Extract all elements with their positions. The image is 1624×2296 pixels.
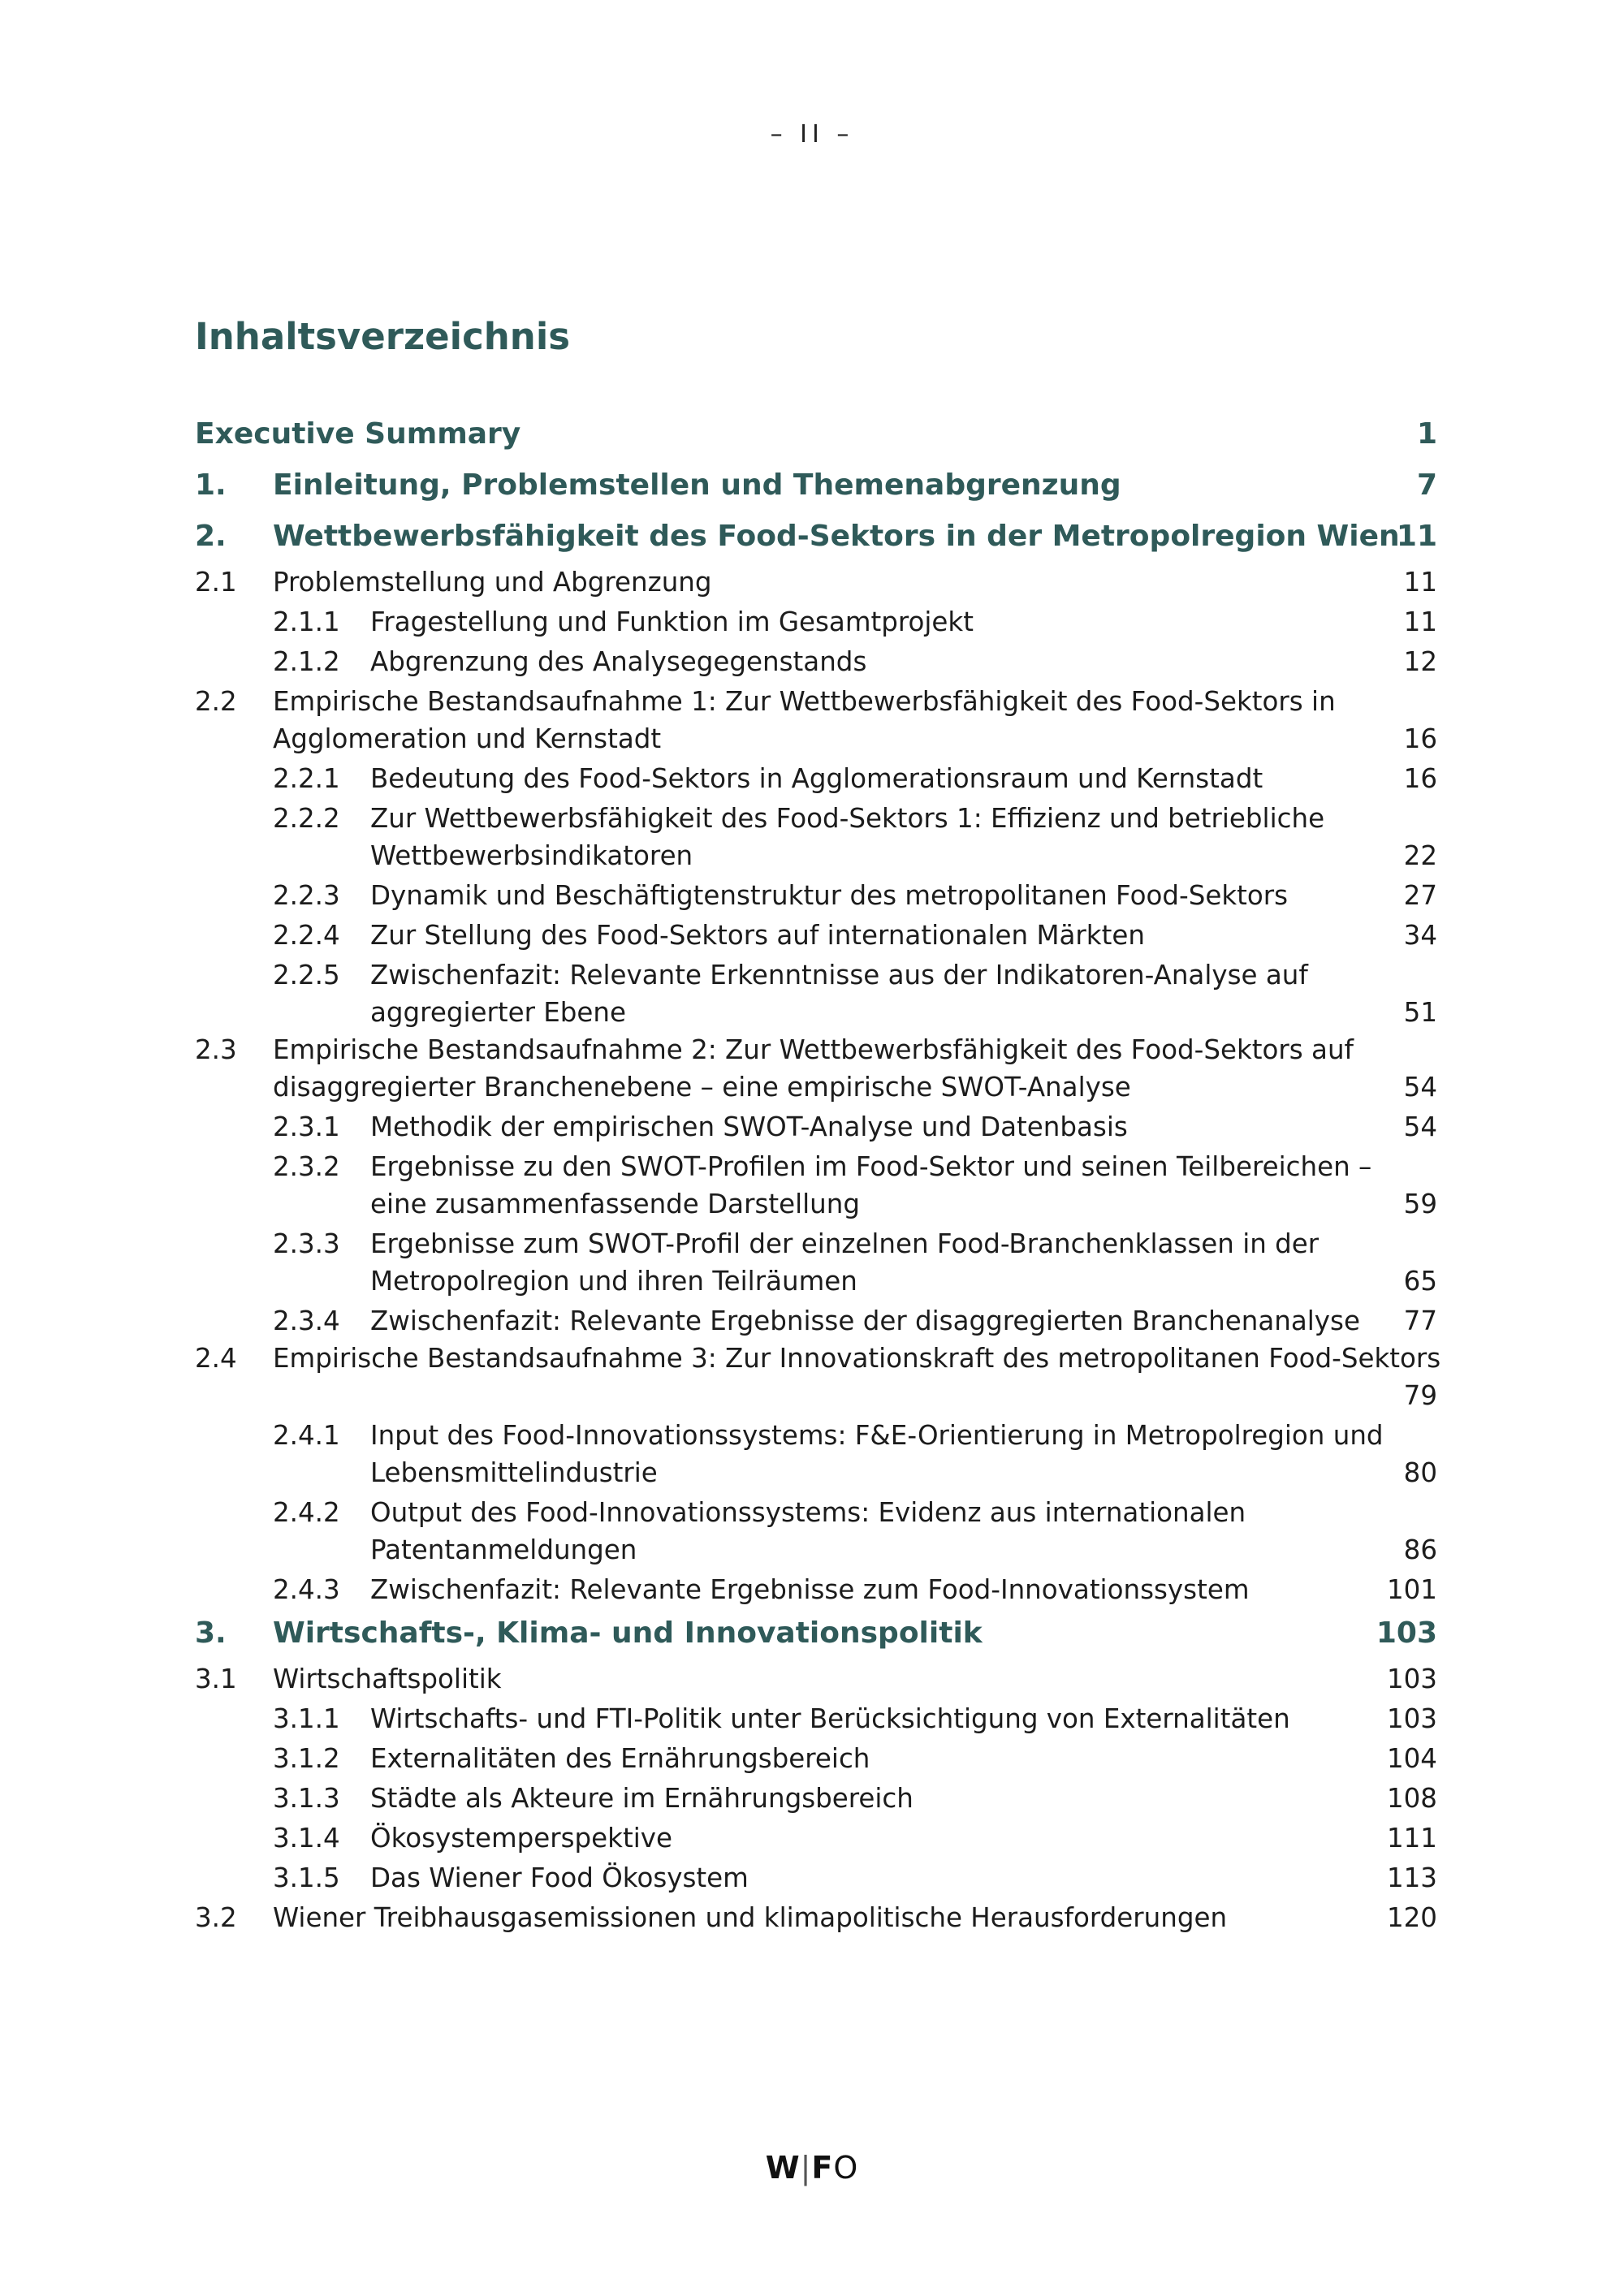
toc-entry-title: Zwischenfazit: Relevante Erkenntnisse aus der Indikatoren-Analyse auf — [370, 960, 1308, 990]
toc-entry-number: 2.1.2 — [273, 646, 340, 677]
toc-entry-number: 3.1 — [195, 1664, 237, 1694]
wifo-logo — [0, 2150, 1624, 2186]
toc-entry-page: 79 — [1403, 1380, 1437, 1411]
toc-entry-page: 16 — [1403, 723, 1437, 754]
toc-entry-page: 51 — [1403, 997, 1437, 1028]
toc-entry-page: 103 — [1376, 1616, 1437, 1650]
toc-entry-title-continued: eine zusammenfassende Darstellung — [370, 1189, 860, 1219]
logo-letter-o: O — [833, 2150, 859, 2186]
toc-entry-title: Dynamik und Beschäftigtenstruktur des metropolitanen Food-Sektors — [370, 880, 1289, 911]
toc-entry-page: 34 — [1403, 920, 1437, 951]
toc-entry-page: 104 — [1386, 1743, 1437, 1774]
toc-entry-page: 7 — [1416, 468, 1437, 502]
toc-entry-number: 2.3 — [195, 1034, 237, 1065]
toc-entry-page: 103 — [1386, 1664, 1437, 1694]
toc-entry-title: Zur Wettbewerbsfähigkeit des Food-Sektors 1: Effizienz und betriebliche — [370, 803, 1325, 834]
toc-entry-number: 2.2.2 — [273, 803, 340, 834]
toc-entry-title: Wirtschaftspolitik — [273, 1664, 502, 1694]
toc-entry-page: 12 — [1403, 646, 1437, 677]
toc-entry-title-continued: Patentanmeldungen — [370, 1534, 637, 1565]
toc-entry-number: 2.4 — [195, 1343, 237, 1374]
toc-entry-title: Ergebnisse zu den SWOT-Profilen im Food-Sektor und seinen Teilbereichen – — [370, 1151, 1372, 1182]
toc-entry-title: Input des Food-Innovationssystems: F&E-Orientierung in Metropolregion und — [370, 1420, 1384, 1451]
toc-entry-number: 2.1 — [195, 567, 237, 598]
toc-entry-title: Problemstellung und Abgrenzung — [273, 567, 712, 598]
toc-entry-page: 120 — [1386, 1902, 1437, 1933]
toc-entry-number: 3.2 — [195, 1902, 237, 1933]
toc-entry-title: Externalitäten des Ernährungsbereich — [370, 1743, 870, 1774]
toc-entry-number: 2.3.4 — [273, 1306, 340, 1336]
toc-entry-page: 11 — [1396, 520, 1437, 553]
toc-entry-title-continued: aggregierter Ebene — [370, 997, 627, 1028]
toc-entry-page: 101 — [1386, 1574, 1437, 1605]
toc-entry-page: 113 — [1386, 1862, 1437, 1893]
toc-entry-number: 2.2.4 — [273, 920, 340, 951]
toc-entry-title: Empirische Bestandsaufnahme 1: Zur Wettbewerbsfähigkeit des Food-Sektors in — [273, 686, 1336, 717]
toc-entry-title: Wirtschafts-, Klima- und Innovationspolitik — [273, 1616, 983, 1650]
toc-entry-page: 11 — [1403, 606, 1437, 637]
toc-entry-page: 59 — [1403, 1189, 1437, 1219]
page-number: – II – — [770, 120, 854, 149]
toc-entry-number: 3.1.3 — [273, 1783, 340, 1814]
toc-entry-page: 54 — [1403, 1072, 1437, 1103]
toc-entry-number: 2.3.1 — [273, 1111, 340, 1142]
toc-entry-title: Bedeutung des Food-Sektors in Agglomerationsraum und Kernstadt — [370, 763, 1263, 794]
toc-entry-title: Ökosystemperspektive — [370, 1823, 672, 1854]
toc-entry-title: Empirische Bestandsaufnahme 3: Zur Innovationskraft des metropolitanen Food-Sektors — [273, 1343, 1441, 1374]
toc-entry-page: 1 — [1416, 417, 1437, 451]
toc-entry-title: Methodik der empirischen SWOT-Analyse und Datenbasis — [370, 1111, 1128, 1142]
toc-entry-number: 1. — [195, 468, 227, 502]
toc-entry-number: 3.1.1 — [273, 1703, 340, 1734]
toc-entry-title: Zwischenfazit: Relevante Ergebnisse zum Food-Innovationssystem — [370, 1574, 1250, 1605]
toc-entry-number: 2.2.3 — [273, 880, 340, 911]
toc-entry-page: 108 — [1386, 1783, 1437, 1814]
toc-heading: Inhaltsverzeichnis — [195, 315, 571, 358]
toc-entry-number: 2.2.1 — [273, 763, 340, 794]
toc-entry-title-continued: Lebensmittelindustrie — [370, 1457, 658, 1488]
toc-entry-title-continued: disaggregierter Branchenebene – eine empirische SWOT-Analyse — [273, 1072, 1131, 1103]
toc-entry-title-continued: Metropolregion und ihren Teilräumen — [370, 1266, 857, 1297]
toc-entry-page: 11 — [1403, 567, 1437, 598]
toc-entry-title: Das Wiener Food Ökosystem — [370, 1862, 749, 1893]
toc-entry-number: 2. — [195, 520, 227, 553]
toc-entry-page: 86 — [1403, 1534, 1437, 1565]
toc-entry-title-continued: Agglomeration und Kernstadt — [273, 723, 662, 754]
toc-entry-title: Ergebnisse zum SWOT-Profil der einzelnen Food-Branchenklassen in der — [370, 1228, 1320, 1259]
toc-entry-title: Wiener Treibhausgasemissionen und klimapolitische Herausforderungen — [273, 1902, 1228, 1933]
toc-entry-number: 2.4.3 — [273, 1574, 340, 1605]
toc-entry-page: 77 — [1403, 1306, 1437, 1336]
toc-entry-title: Einleitung, Problemstellen und Themenabgrenzung — [273, 468, 1121, 502]
toc-entry-number: 3.1.2 — [273, 1743, 340, 1774]
toc-entry-number: 2.3.3 — [273, 1228, 340, 1259]
toc-entry-page: 22 — [1403, 840, 1437, 871]
toc-entry-page: 54 — [1403, 1111, 1437, 1142]
toc-entry-title: Output des Food-Innovationssystems: Evidenz aus internationalen — [370, 1497, 1246, 1528]
logo-letter-w: W — [765, 2150, 801, 2186]
toc-entry-page: 27 — [1403, 880, 1437, 911]
toc-entry-number: 2.1.1 — [273, 606, 340, 637]
toc-entry-number: 2.4.1 — [273, 1420, 340, 1451]
toc-entry-page: 111 — [1386, 1823, 1437, 1854]
toc-entry-title: Abgrenzung des Analysegegenstands — [370, 646, 867, 677]
toc-entry-page: 16 — [1403, 763, 1437, 794]
toc-entry-title-continued: Wettbewerbsindikatoren — [370, 840, 693, 871]
toc-entry-number: 2.3.2 — [273, 1151, 340, 1182]
logo-letter-f: F — [811, 2150, 834, 2186]
toc-entry-title: Zwischenfazit: Relevante Ergebnisse der disaggregierten Branchenanalyse — [370, 1306, 1360, 1336]
toc-entry-number: 2.2 — [195, 686, 237, 717]
toc-entry-page: 80 — [1403, 1457, 1437, 1488]
toc-entry-title: Wirtschafts- und FTI-Politik unter Berücksichtigung von Externalitäten — [370, 1703, 1290, 1734]
toc-entry-page: 103 — [1386, 1703, 1437, 1734]
toc-entry-number: 3.1.5 — [273, 1862, 340, 1893]
toc-entry-title: Wettbewerbsfähigkeit des Food-Sektors in der Metropolregion Wien — [273, 520, 1400, 553]
toc-entry-title: Fragestellung und Funktion im Gesamtprojekt — [370, 606, 974, 637]
toc-entry-number: 3.1.4 — [273, 1823, 340, 1854]
toc-entry-title: Empirische Bestandsaufnahme 2: Zur Wettbewerbsfähigkeit des Food-Sektors auf — [273, 1034, 1354, 1065]
toc-entry-number: 2.4.2 — [273, 1497, 340, 1528]
toc-entry-number: 2.2.5 — [273, 960, 340, 990]
logo-bar: | — [800, 2150, 812, 2186]
toc-entry-number: 3. — [195, 1616, 227, 1650]
toc-entry-title: Executive Summary — [195, 417, 521, 451]
toc-entry-page: 65 — [1403, 1266, 1437, 1297]
toc-entry-title: Zur Stellung des Food-Sektors auf internationalen Märkten — [370, 920, 1145, 951]
toc-entry-title: Städte als Akteure im Ernährungsbereich — [370, 1783, 914, 1814]
